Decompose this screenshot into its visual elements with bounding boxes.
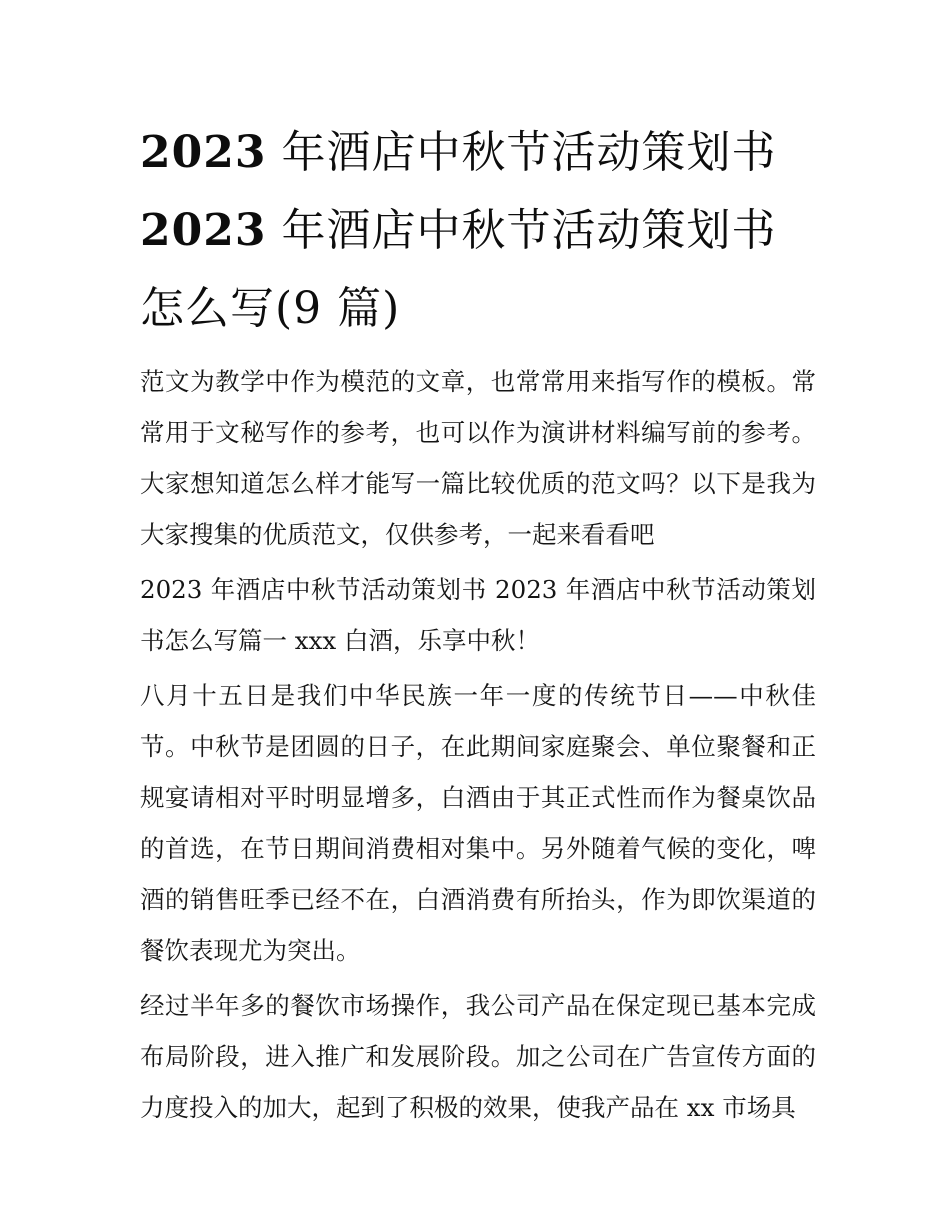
paragraph-intro: 范文为教学中作为模范的文章，也常常用来指写作的模板。常常用于文秘写作的参考，也可以作为演讲材料编写前的参考。大家想知道怎么样才能写一篇比较优质的范文吗？以下是我为大家搜集的优质范文，仅供参考，一起来看看吧 bbox=[140, 367, 816, 549]
title-line-2 bbox=[140, 192, 820, 270]
title-line-1 bbox=[140, 114, 820, 192]
title-line-2-text: 年酒店中秋节活动策划书 bbox=[266, 205, 777, 256]
title-line-3 bbox=[140, 270, 820, 348]
title-line-1-text: 年酒店中秋节活动策划书 bbox=[266, 127, 777, 178]
paragraph-mid-autumn: 八月十五日是我们中华民族一年一度的传统节日——中秋佳节。中秋节是团圆的日子，在此期间家庭聚会、单位聚餐和正规宴请相对平时明显增多，白酒由于其正式性而作为餐桌饮品的首选，在节日期间消费相对集中。另外随着气候的变化，啤酒的销售旺季已经不在，白酒消费有所抬头，作为即饮渠道的餐饮表现尤为突出。 bbox=[140, 681, 816, 965]
title-line-3-text: 怎么写(9 篇) bbox=[140, 283, 401, 334]
paragraph-section-heading: 2023 年酒店中秋节活动策划书 2023 年酒店中秋节活动策划书怎么写篇一 xxx 白酒，乐享中秋！ bbox=[140, 575, 816, 655]
document-title bbox=[140, 114, 820, 348]
document-body bbox=[140, 356, 816, 1137]
paragraph-market: 经过半年多的餐饮市场操作，我公司产品在保定现已基本完成布局阶段，进入推广和发展阶段。加之公司在广告宣传方面的力度投入的加大，起到了积极的效果，使我产品在 xx 市场具 bbox=[140, 991, 816, 1122]
title-line-2-year: 2023 bbox=[140, 205, 267, 256]
title-line-1-year: 2023 bbox=[140, 127, 267, 178]
